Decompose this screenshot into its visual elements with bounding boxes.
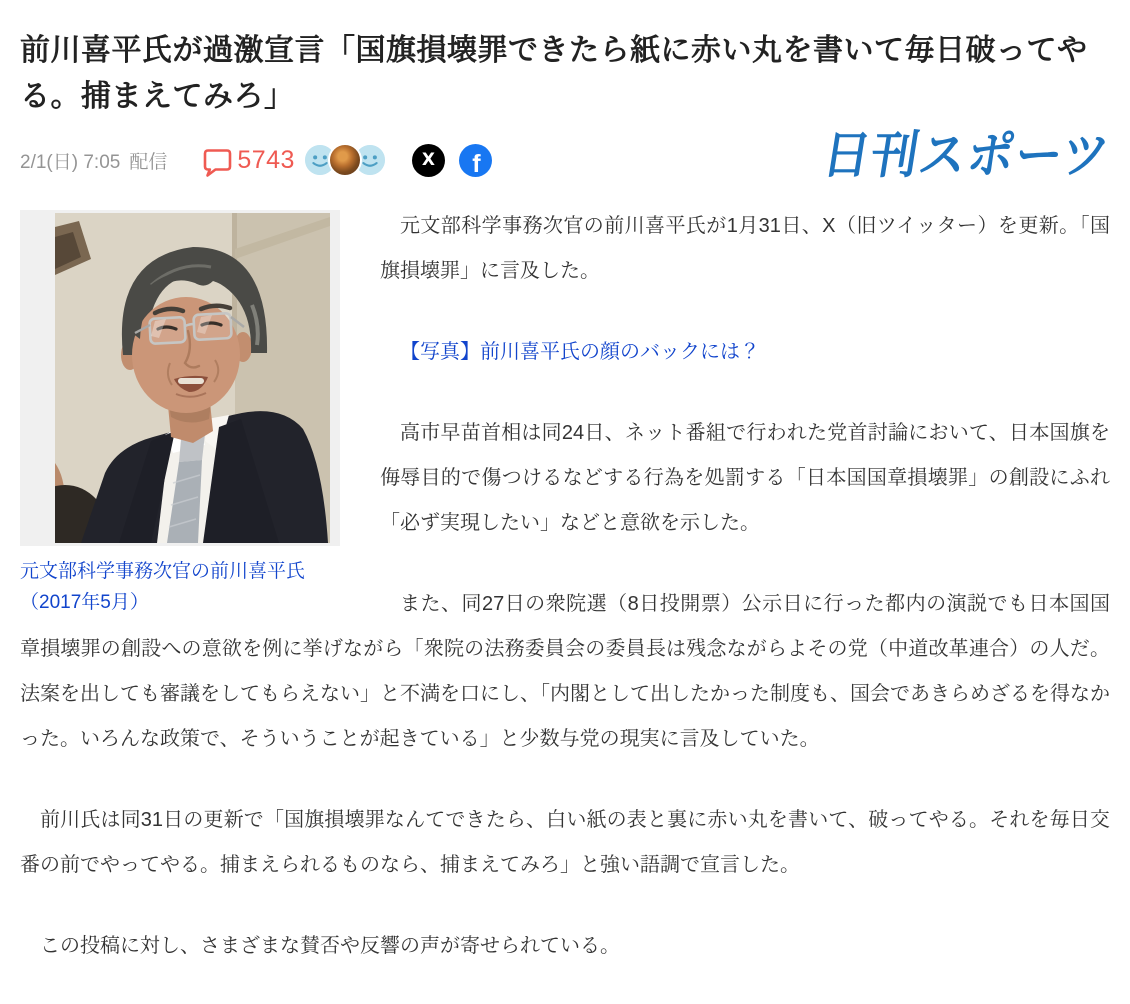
delivery-label: 配信	[129, 151, 168, 173]
x-share-icon[interactable]	[412, 144, 445, 177]
publish-date: 2/1(日) 7:05	[20, 151, 121, 173]
photo-link[interactable]: 【写真】前川喜平氏の顔のバックには？	[400, 341, 760, 363]
paragraph-1: 元文部科学事務次官の前川喜平氏が1月31日、X（旧ツイッター）を更新。「国旗損壊罪」に言及した。	[380, 215, 1110, 282]
comment-count-button[interactable]	[201, 144, 295, 176]
comment-icon	[201, 146, 234, 178]
facebook-glyph: f	[472, 149, 481, 177]
article-photo[interactable]	[20, 210, 340, 546]
source-logo-nikkan-sports[interactable]: 日刊スポーツ	[818, 126, 1115, 184]
article-figure	[20, 210, 365, 618]
paragraph-4: 前川氏は同31日の更新で「国旗損壊罪なんてできたら、白い紙の表と裏に赤い丸を書いて、破ってやる。それを毎日交番の前でやってやる。捕まえられるものなら、捕まえてみろ」と強い語調で宣言した。	[20, 809, 1110, 876]
paragraph-3: また、同27日の衆院選（8日投開票）公示日に行った都内の演説でも日本国国章損壊罪の創設への意欲を例に挙げながら「衆院の法務委員会の委員長は残念ながらよその党（中道改革連合）の人だ。法案を出しても審議をしてもらえない」と不満を口にし、「内閣として出したかった制度も、国会であきらめざるを得なかった。いろんな政策で、そういうことが起きている」と少数与党の現実に言及していた。	[20, 593, 1110, 750]
commenter-avatar-photo[interactable]	[328, 143, 362, 177]
article-title: 前川喜平氏が過激宣言「国旗損壊罪できたら紙に赤い丸を書いて毎日破ってやる。捕まえてみろ」	[20, 34, 1088, 113]
comment-count: 5743	[237, 145, 295, 174]
portrait-photo-image	[55, 213, 330, 543]
article-body	[20, 204, 1110, 969]
paragraph-5: この投稿に対し、さまざまな賛否や反響の声が寄せられている。	[40, 935, 620, 957]
paragraph-2: 高市早苗首相は同24日、ネット番組で行われた党首討論において、日本国旗を侮辱目的で傷つけるなどする行為を処罰する「日本国国章損壊罪」の創設にふれ「必ず実現したい」などと意欲を示した。	[380, 422, 1110, 534]
figure-caption-link[interactable]: 元文部科学事務次官の前川喜平氏（2017年5月）	[20, 561, 306, 613]
x-glyph: X	[421, 150, 436, 170]
commenter-avatars[interactable]	[303, 143, 387, 177]
facebook-share-icon[interactable]	[459, 144, 492, 177]
share-buttons	[412, 144, 492, 177]
